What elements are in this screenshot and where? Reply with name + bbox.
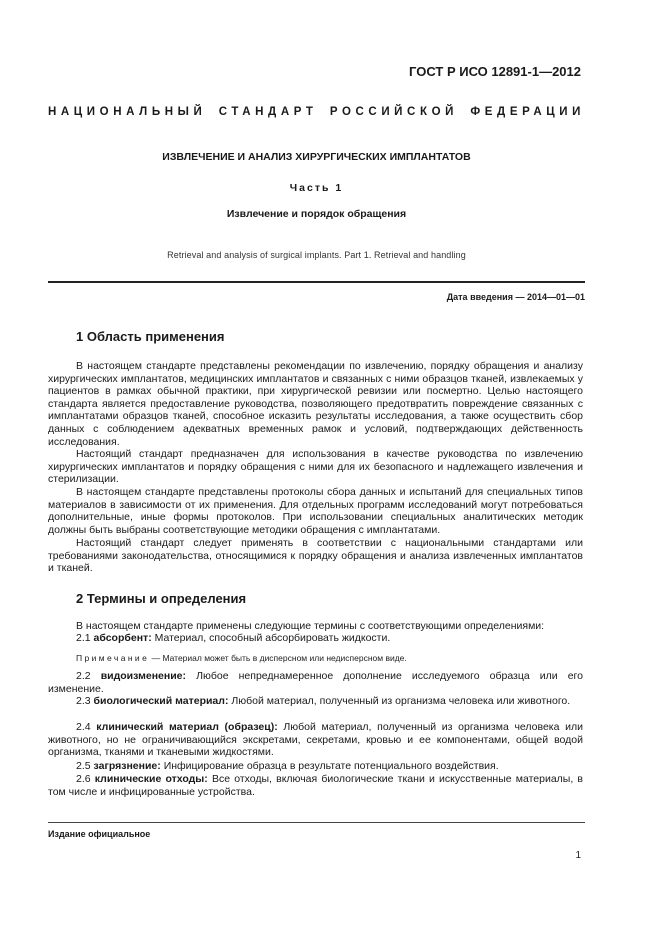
official-edition-label: Издание официальное bbox=[48, 829, 151, 839]
section-1-paragraph: В настоящем стандарте представлены рекомендации по извлечению, порядку обращения и анализу хирургических имплантатов, медицинских имплантатов и связанных с ними образцов тканей, извлекаемых у пациентов в рамках обычной практики, при хирургической ревизии или посмертно. Целью настоящего стандарта является предоставление руководства, позволяющего предотвратить повреждение связанных с имплантатами образцов тканей, способное исказить результаты исследования, а также осуществить сбор данных с соблюдением адекватных временных рамок и условий, подтверждающих действенность исследования. bbox=[48, 360, 583, 448]
term-definition: Инфицирование образца в результате потенциального воздействия. bbox=[163, 760, 499, 772]
header-divider bbox=[48, 281, 585, 283]
term-entry bbox=[48, 721, 583, 759]
section-1-heading: 1 Область применения bbox=[76, 329, 225, 344]
section-2-heading: 2 Термины и определения bbox=[76, 591, 247, 606]
term-name: клинические отходы: bbox=[94, 773, 208, 785]
page-number: 1 bbox=[575, 850, 581, 861]
term-name: видоизменение: bbox=[100, 670, 187, 682]
standard-subtitle: Извлечение и порядок обращения bbox=[226, 208, 407, 220]
national-standard-banner: НАЦИОНАЛЬНЫЙ СТАНДАРТ РОССИЙСКОЙ ФЕДЕРАЦИИ bbox=[48, 106, 585, 118]
term-name: биологический материал: bbox=[93, 695, 229, 707]
note bbox=[76, 653, 586, 663]
footer-divider bbox=[48, 822, 585, 823]
term-name: загрязнение: bbox=[93, 760, 161, 772]
note-label: Примечание bbox=[76, 653, 150, 663]
term-number: 2.3 bbox=[76, 695, 91, 707]
section-1-paragraph: Настоящий стандарт следует применять в соответствии с национальными стандартами или требованиями законодательства, относящимися к порядку обращения и анализа извлеченных имплантатов и тканей. bbox=[48, 537, 583, 575]
term-entry bbox=[48, 695, 583, 708]
standard-title: ИЗВЛЕЧЕНИЕ И АНАЛИЗ ХИРУРГИЧЕСКИХ ИМПЛАНТАТОВ bbox=[162, 151, 471, 163]
term-number: 2.4 bbox=[76, 721, 91, 733]
note-text: — Материал может быть в дисперсном или недисперсном виде. bbox=[151, 653, 407, 663]
term-number: 2.5 bbox=[76, 760, 91, 772]
term-name: клинический материал (образец): bbox=[96, 721, 278, 733]
section-2-intro: В настоящем стандарте применены следующие термины с соответствующими определениями: bbox=[76, 620, 545, 632]
term-number: 2.2 bbox=[76, 670, 91, 682]
term-number: 2.6 bbox=[76, 773, 91, 785]
term-entry bbox=[48, 670, 583, 695]
term-entry bbox=[48, 632, 583, 645]
section-1-paragraph: Настоящий стандарт предназначен для использования в качестве руководства по извлечению хирургических имплантатов и порядку обращения с ними для их безопасного и надлежащего извлечения и стерилизации. bbox=[48, 448, 583, 486]
term-definition: Любое непреднамеренное дополнение исследуемого образца или его изменение. bbox=[48, 670, 583, 695]
term-definition: Любой материал, полученный из организма человека или животного. bbox=[231, 695, 571, 707]
term-entry bbox=[48, 773, 583, 798]
introduction-date: Дата введения — 2014—01—01 bbox=[446, 292, 585, 302]
term-definition: Любой материал, полученный из организма человека или животного, но не ограничивающийся экскретами, секретами, кровью и ее компонентами, общей водой организма, тканями и тканевыми жидкостями. bbox=[48, 721, 583, 759]
term-name: абсорбент: bbox=[93, 632, 152, 644]
term-entry bbox=[48, 760, 583, 773]
section-1-paragraph: В настоящем стандарте представлены протоколы сбора данных и испытаний для специальных типов материалов в зависимости от их применения. Для отдельных программ исследований могут потребоваться дополнительные, иные формы протоколов. При использовании специальных аналитических методик должны быть выбраны соответствующие методики обращения с имплантатами. bbox=[48, 486, 583, 536]
document-code: ГОСТ Р ИСО 12891-1—2012 bbox=[409, 64, 581, 79]
english-title: Retrieval and analysis of surgical implants. Part 1. Retrieval and handling bbox=[167, 250, 466, 260]
term-definition: Все отходы, включая биологические ткани и искусственные материалы, в том числе и инфицированные устройства. bbox=[48, 773, 584, 798]
term-definition: Материал, способный абсорбировать жидкости. bbox=[154, 632, 391, 644]
term-number: 2.1 bbox=[76, 632, 91, 644]
part-label: Часть 1 bbox=[289, 182, 344, 194]
